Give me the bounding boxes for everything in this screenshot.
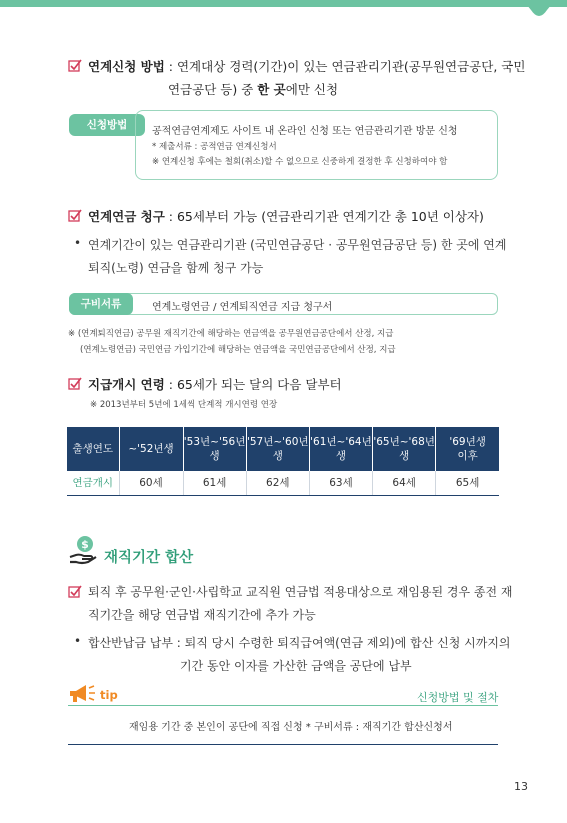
tip-right-label: 신청방법 및 절차 <box>417 691 499 704</box>
item-start-age-sub: ※ 2013년부터 5년에 1세씩 단계적 개시연령 연장 <box>90 400 278 410</box>
item-claim-title: 연계연금 청구 <box>88 209 165 224</box>
item-start-age-line: 지급개시 연령 : 65세가 되는 달의 다음 달부터 <box>88 377 342 392</box>
table-header-cell: '65년~'68년 생 <box>373 427 436 471</box>
top-color-bar <box>0 0 567 7</box>
item-apply-method-line1: 연계신청 방법 : 연계대상 경력(기간)이 있는 연금관리기관(공무원연금공단, 국민 <box>88 59 526 74</box>
checkbox-icon <box>68 585 82 599</box>
table-cell: 63세 <box>309 471 372 495</box>
apply-method-line3: ※ 연계신청 후에는 철회(취소)할 수 없으므로 신중하게 결정한 후 신청하여야 함 <box>152 157 448 167</box>
item-apply-method-line2: 연금공단 등) 중 한 곳에만 신청 <box>168 82 339 97</box>
tab-notch-decoration <box>519 0 559 20</box>
item-service-bullet1: 합산반납금 납부 : 퇴직 당시 수령한 퇴직급여액(연금 제외)에 합산 신청 시까지의 <box>88 636 511 650</box>
apply-method-line2: * 제출서류 : 공적연금 연계신청서 <box>152 142 277 152</box>
tip-top-divider <box>68 705 498 706</box>
item-claim-bullet1-cont: 퇴직(노령) 연금을 함께 청구 가능 <box>88 261 264 275</box>
svg-text:$: $ <box>81 538 89 551</box>
item-service-bullet1-cont: 기간 동안 이자를 가산한 금액을 공단에 납부 <box>180 659 412 673</box>
item-claim-line: 연계연금 청구 : 65세부터 가능 (연금관리기관 연계기간 총 10년 이상자) <box>88 209 484 224</box>
bullet-dot: • <box>74 236 82 250</box>
table-cell: 64세 <box>373 471 436 495</box>
table-cell: 62세 <box>246 471 309 495</box>
note-line2: (연계노령연금) 국민연금 가입기간에 해당하는 연금액을 국민연금공단에서 산정, 지급 <box>80 345 396 355</box>
table-header-row <box>67 427 499 471</box>
table-header-cell: '53년~'56년 생 <box>183 427 246 471</box>
item-service-line2: 직기간을 해당 연금법 재직기간에 추가 가능 <box>88 608 316 622</box>
docs-label: 구비서류 <box>69 293 133 315</box>
megaphone-icon <box>68 683 98 705</box>
bullet-dot: • <box>74 634 82 648</box>
table-cell: 연금개시 <box>67 471 119 495</box>
apply-method-line1: 공적연금연계제도 사이트 내 온라인 신청 또는 연금관리기관 방문 신청 <box>152 126 458 137</box>
item-claim-bullet1: 연계기간이 있는 연금관리기관 (국민연금공단 · 공무원연금공단 등) 한 곳에 연계 <box>88 238 507 252</box>
table-header-cell: '69년생 이후 <box>436 427 499 471</box>
table-row <box>67 471 499 495</box>
money-hand-icon <box>68 535 98 567</box>
table-header-cell: 출생연도 <box>67 427 119 471</box>
table-cell: 65세 <box>436 471 499 495</box>
apply-method-label: 신청방법 <box>69 114 145 136</box>
section-title: 재직기간 합산 <box>104 550 194 566</box>
checkbox-icon <box>68 59 82 73</box>
tip-bottom-divider <box>68 744 498 745</box>
tip-text: 재임용 기간 중 본인이 공단에 직접 신청 * 구비서류 : 재직기간 합산신청서 <box>129 722 453 733</box>
item-apply-method-title: 연계신청 방법 <box>88 59 165 74</box>
note-line1: ※ (연계퇴직연금) 공무원 재직기간에 해당하는 연금액을 공무원연금공단에서 산정, 지급 <box>68 329 394 339</box>
checkbox-icon <box>68 377 82 391</box>
table-cell: 61세 <box>183 471 246 495</box>
table-header-cell: '57년~'60년 생 <box>246 427 309 471</box>
checkbox-icon <box>68 209 82 223</box>
table-header-cell: '61년~'64년 생 <box>309 427 372 471</box>
tip-label: tip <box>100 688 118 702</box>
table-header-cell: ~'52년생 <box>119 427 183 471</box>
table-cell: 60세 <box>119 471 183 495</box>
item-service-line1: 퇴직 후 공무원·군인·사립학교 교직원 연금법 적용대상으로 재임용된 경우 종전 재 <box>88 585 513 599</box>
item-start-age-title: 지급개시 연령 <box>88 377 165 392</box>
pension-age-table <box>67 427 499 496</box>
page-number: 13 <box>514 780 528 793</box>
docs-text: 연계노령연금 / 연계퇴직연금 지급 청구서 <box>152 302 333 313</box>
